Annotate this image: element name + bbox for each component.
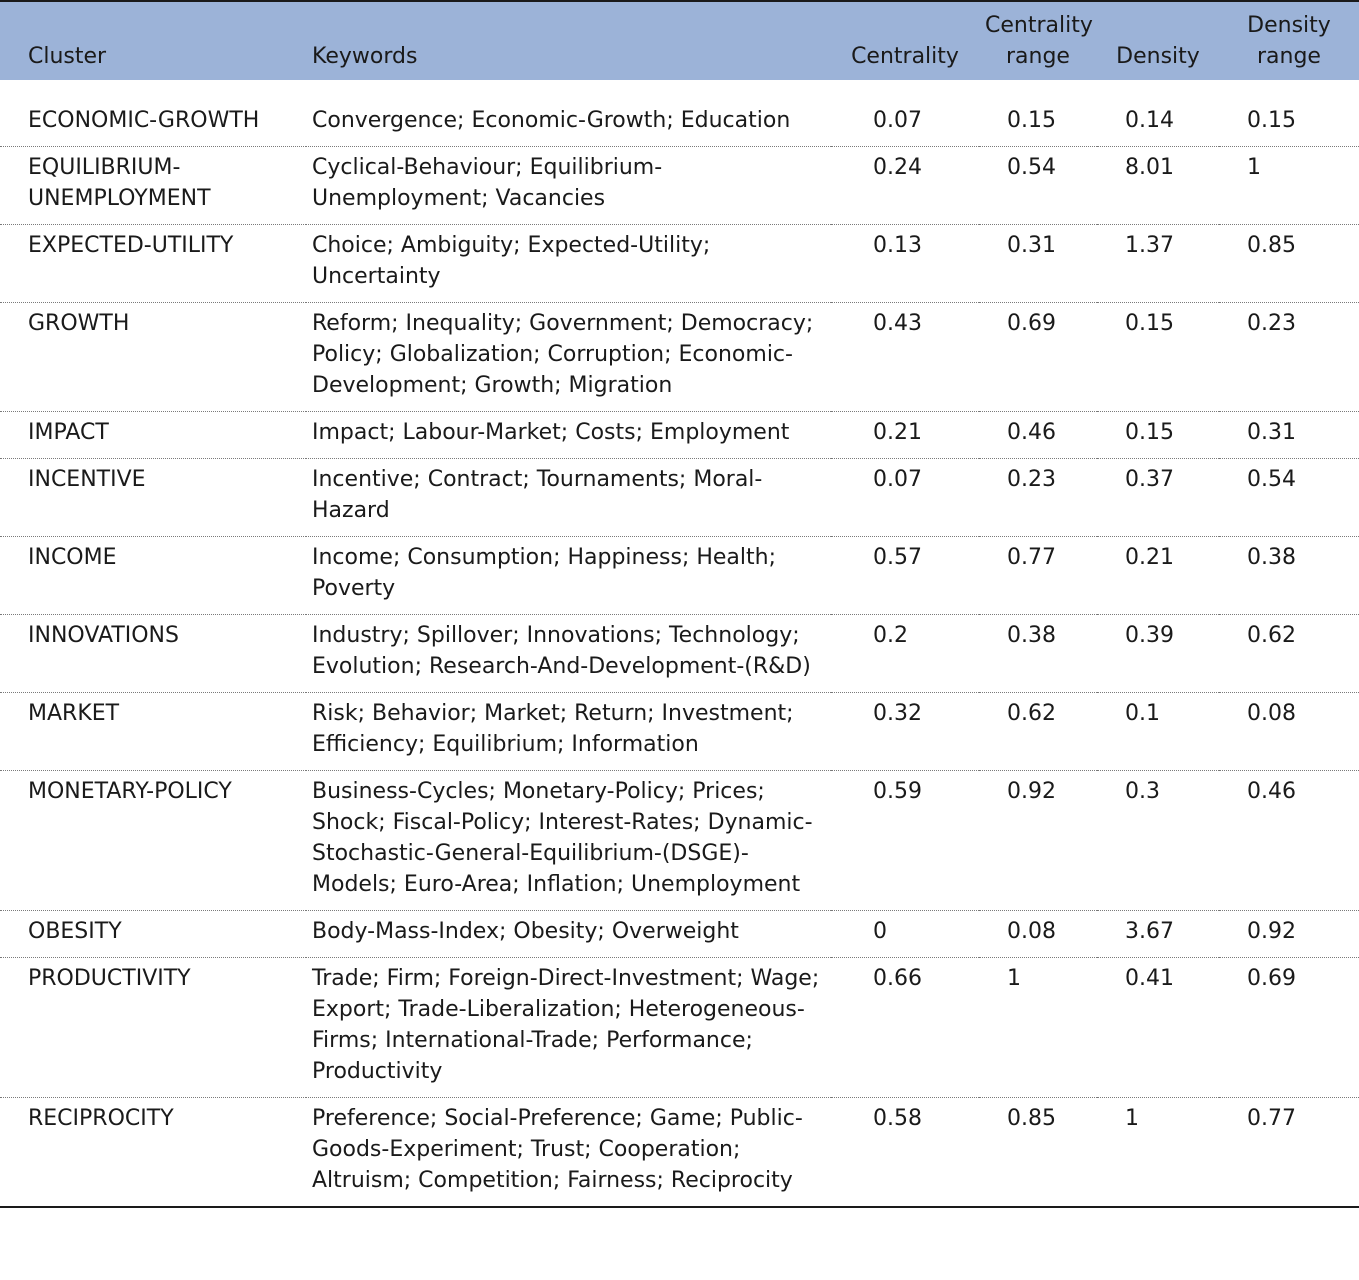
cell-density: 1: [1125, 1106, 1139, 1131]
cell-centrality-range: 0.23: [979, 459, 1097, 537]
header-centrality-range-line2: range: [1006, 44, 1070, 69]
cell-centrality: 0.07: [831, 100, 979, 147]
cell-cluster: EXPECTED-UTILITY: [0, 225, 306, 303]
cell-cluster: IMPACT: [0, 412, 306, 459]
cell-cluster: PRODUCTIVITY: [0, 958, 306, 1098]
cell-density-range: 0.15: [1219, 100, 1359, 147]
cell-density-range: 0.77: [1247, 1106, 1296, 1131]
cell-density-range: 1: [1219, 147, 1359, 225]
header-centrality: Centrality: [851, 44, 959, 69]
cell-keywords: Preference; Social-Preference; Game; Public-Goods-Experiment; Trust; Cooperation; Altruism; Competition; Fairness; Reciprocity: [312, 1106, 803, 1193]
cell-keywords: Income; Consumption; Happiness; Health; Poverty: [306, 537, 831, 615]
table-row: [0, 693, 1359, 771]
cell-keywords: Impact; Labour-Market; Costs; Employment: [306, 412, 831, 459]
cell-keywords: Risk; Behavior; Market; Return; Investment; Efficiency; Equilibrium; Information: [306, 693, 831, 771]
cell-keywords: Trade; Firm; Foreign-Direct-Investment; Wage; Export; Trade-Liberalization; Heterogeneous-Firms; International-Trade; Performance; Productivity: [306, 958, 831, 1098]
cell-centrality-range: 0.15: [979, 100, 1097, 147]
cell-density-range: 0.38: [1219, 537, 1359, 615]
cell-density: 0.15: [1097, 303, 1219, 412]
cell-density-range: 0.23: [1219, 303, 1359, 412]
table-row: [0, 958, 1359, 1098]
table-row: [0, 225, 1359, 303]
header-cluster: Cluster: [28, 44, 107, 69]
cell-keywords: Industry; Spillover; Innovations; Technology; Evolution; Research-And-Development-(R&D): [306, 615, 831, 693]
cell-centrality: 0.2: [831, 615, 979, 693]
cell-density-range: 0.69: [1219, 958, 1359, 1098]
cell-cluster: ECONOMIC-GROWTH: [0, 100, 306, 147]
cell-centrality-range: 0.62: [979, 693, 1097, 771]
table-row: [0, 303, 1359, 412]
cell-centrality-range: 0.77: [979, 537, 1097, 615]
cell-density: 0.37: [1097, 459, 1219, 537]
cell-cluster: EQUILIBRIUM-UNEMPLOYMENT: [0, 147, 306, 225]
header-density-range-line2: range: [1257, 44, 1321, 69]
cell-cluster: GROWTH: [0, 303, 306, 412]
header-density: Density: [1116, 44, 1200, 69]
cell-centrality-range: 1: [979, 958, 1097, 1098]
table-row: [0, 911, 1359, 958]
cell-density: 0.41: [1097, 958, 1219, 1098]
cell-density: 0.14: [1097, 100, 1219, 147]
cell-density-range: 0.62: [1219, 615, 1359, 693]
cell-cluster: MARKET: [0, 693, 306, 771]
cell-density-range: 0.08: [1219, 693, 1359, 771]
cell-density: 8.01: [1097, 147, 1219, 225]
cell-centrality: 0.58: [873, 1106, 922, 1131]
table-row: [0, 771, 1359, 911]
cell-density-range: 0.46: [1219, 771, 1359, 911]
table-body: [0, 100, 1359, 1207]
cell-centrality: 0.66: [831, 958, 979, 1098]
cell-keywords: Choice; Ambiguity; Expected-Utility; Uncertainty: [306, 225, 831, 303]
cell-centrality: 0.24: [831, 147, 979, 225]
table-row: [0, 100, 1359, 147]
cell-density-range: 0.54: [1219, 459, 1359, 537]
cell-cluster: MONETARY-POLICY: [0, 771, 306, 911]
cell-centrality-range: 0.08: [979, 911, 1097, 958]
table-row: [0, 1098, 1359, 1208]
cell-density: 0.21: [1097, 537, 1219, 615]
table-row: [0, 412, 1359, 459]
cell-centrality: 0.59: [831, 771, 979, 911]
header-density-range: [1219, 1, 1359, 80]
table-row: [0, 615, 1359, 693]
cell-centrality: 0.57: [831, 537, 979, 615]
cell-cluster: RECIPROCITY: [28, 1106, 174, 1131]
cell-density-range: 0.92: [1219, 911, 1359, 958]
cell-centrality-range: 0.38: [979, 615, 1097, 693]
cell-centrality-range: 0.54: [979, 147, 1097, 225]
cell-cluster: INCOME: [0, 537, 306, 615]
cell-centrality-range: 0.69: [979, 303, 1097, 412]
cell-cluster: INNOVATIONS: [0, 615, 306, 693]
cell-density: 0.3: [1097, 771, 1219, 911]
cell-keywords: Body-Mass-Index; Obesity; Overweight: [306, 911, 831, 958]
cell-keywords: Incentive; Contract; Tournaments; Moral-Hazard: [306, 459, 831, 537]
cell-centrality: 0.32: [831, 693, 979, 771]
cell-centrality: 0.13: [831, 225, 979, 303]
table-header: [0, 1, 1359, 100]
cell-cluster: OBESITY: [0, 911, 306, 958]
cell-centrality: 0: [831, 911, 979, 958]
header-keywords: Keywords: [312, 44, 418, 69]
cell-density-range: 0.85: [1219, 225, 1359, 303]
cell-density: 0.39: [1097, 615, 1219, 693]
cell-centrality: 0.43: [831, 303, 979, 412]
cell-centrality: 0.07: [831, 459, 979, 537]
cell-centrality: 0.21: [831, 412, 979, 459]
table-row: [0, 459, 1359, 537]
cell-cluster: INCENTIVE: [0, 459, 306, 537]
cell-keywords: Convergence; Economic-Growth; Education: [306, 100, 831, 147]
cell-density: 0.1: [1097, 693, 1219, 771]
header-centrality-range-line1: Centrality: [985, 13, 1093, 38]
cell-centrality-range: 0.31: [979, 225, 1097, 303]
cell-density: 1.37: [1097, 225, 1219, 303]
header-centrality-range: [979, 1, 1097, 80]
cell-density-range: 0.31: [1219, 412, 1359, 459]
header-density-range-line1: Density: [1247, 13, 1331, 38]
cell-centrality-range: 0.85: [1007, 1106, 1056, 1131]
header-spacer: [0, 80, 1359, 100]
cell-centrality-range: 0.46: [979, 412, 1097, 459]
cell-keywords: Reform; Inequality; Government; Democracy; Policy; Globalization; Corruption; Economic-Development; Growth; Migration: [306, 303, 831, 412]
table-row: [0, 537, 1359, 615]
cell-density: 3.67: [1097, 911, 1219, 958]
cell-keywords: Cyclical-Behaviour; Equilibrium-Unemployment; Vacancies: [306, 147, 831, 225]
cell-density: 0.15: [1097, 412, 1219, 459]
cell-centrality-range: 0.92: [979, 771, 1097, 911]
cell-keywords: Business-Cycles; Monetary-Policy; Prices; Shock; Fiscal-Policy; Interest-Rates; Dynamic-Stochastic-General-Equilibrium-(DSGE)-Models; Euro-Area; Inflation; Unemployment: [306, 771, 831, 911]
table-row: [0, 147, 1359, 225]
